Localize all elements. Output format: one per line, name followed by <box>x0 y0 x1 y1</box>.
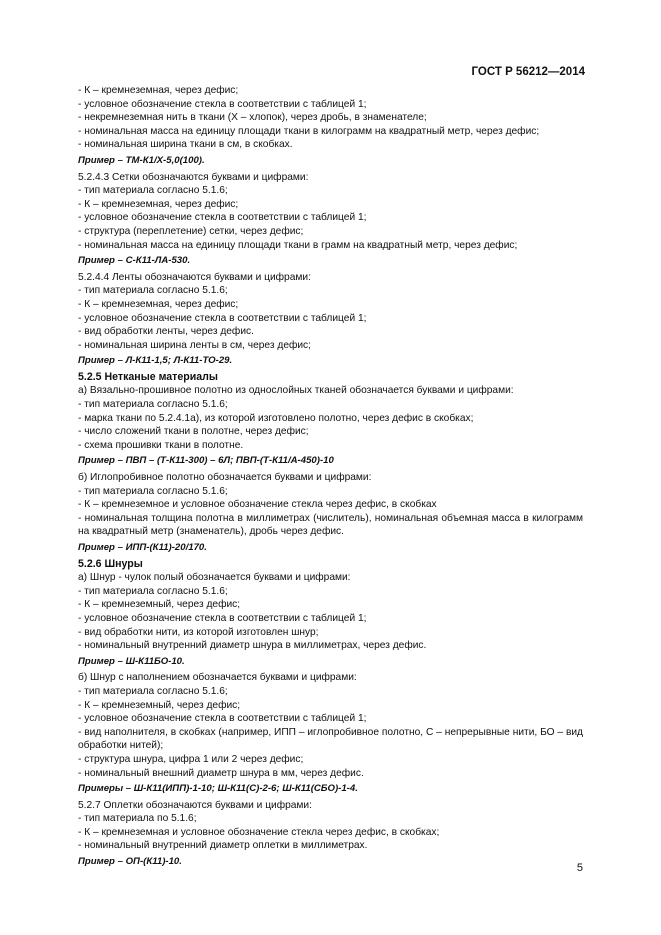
text-line: - номинальный внутренний диаметр оплетки в миллиметрах. <box>78 840 368 852</box>
text-line: - номинальный внешний диаметр шнура в мм, через дефис. <box>78 767 364 779</box>
text-line: - номинальная масса на единицу площади ткани в килограмм на квадратный метр, через дефис; <box>78 125 540 137</box>
text-line: - тип материала согласно 5.1.6; <box>78 399 228 411</box>
example-line: Пример – ОП-(К11)-10. <box>78 856 182 868</box>
section-heading: 5.2.6 Шнуры <box>78 557 143 570</box>
text-line: - условное обозначение стекла в соответствии с таблицей 1; <box>78 713 367 725</box>
text-line: - условное обозначение стекла в соответствии с таблицей 1; <box>78 612 367 624</box>
text-line: - условное обозначение стекла в соответствии с таблицей 1; <box>78 312 367 324</box>
text-line: - структура шнура, цифра 1 или 2 через дефис; <box>78 753 304 765</box>
text-line: - тип материала по 5.1.6; <box>78 813 197 825</box>
text-line: - число сложений ткани в полотне, через дефис; <box>78 426 309 438</box>
text-line: - тип материала согласно 5.1.6; <box>78 185 228 197</box>
example-line: Примеры – Ш-К11(ИПП)-1-10; Ш-К11(С)-2-6; Ш-К11(СБО)-1-4. <box>78 783 358 795</box>
standard-header: ГОСТ Р 56212—2014 <box>471 66 585 78</box>
page-number: 5 <box>576 862 583 874</box>
text-line: - К – кремнеземная, через дефис; <box>78 298 239 310</box>
text-line: - некремнеземная нить в ткани (Х – хлопок), через дробь, в знаменателе; <box>78 112 427 124</box>
text-line: - номинальный внутренний диаметр шнура в миллиметрах, через дефис. <box>78 640 427 652</box>
example-line: Пример – ИПП-(К11)-20/170. <box>78 542 207 553</box>
text-line: - тип материала согласно 5.1.6; <box>78 485 228 497</box>
text-line: - тип материала согласно 5.1.6; <box>78 685 228 697</box>
text-line: - тип материала согласно 5.1.6; <box>78 585 228 597</box>
text-line: - вид обработки ленты, через дефис. <box>78 326 254 338</box>
text-line: - К – кремнеземная, через дефис; <box>78 85 239 96</box>
text-line: 5.2.4.4 Ленты обозначаются буквами и цифрами: <box>78 271 311 283</box>
text-paragraph: - номинальная толщина полотна в миллиметрах (числитель), номинальная объемная масса в килограмм на квадратный метр (знаменатель), дробь через дефис. <box>78 512 583 538</box>
text-line: - тип материала согласно 5.1.6; <box>78 285 228 297</box>
example-line: Пример – ПВП – (Т-К11-300) – 6Л; ПВП-(Т-К11/А-450)-10 <box>78 455 334 467</box>
text-line: - номинальная ширина ткани в см, в скобках. <box>78 139 293 151</box>
text-line: - К – кремнеземный, через дефис; <box>78 599 241 611</box>
text-line: а) Вязально-прошивное полотно из однослойных тканей обозначается буквами и цифрами: <box>78 385 514 397</box>
example-line: Пример – ТМ-К1/Х-5,0(100). <box>78 154 205 166</box>
example-line: Пример – Ш-К11БО-10. <box>78 655 185 667</box>
text-line: - К – кремнеземное и условное обозначение стекла через дефис, в скобках <box>78 499 437 511</box>
section-heading: 5.2.5 Нетканые материалы <box>78 370 218 383</box>
text-line: - условное обозначение стекла в соответствии с таблицей 1; <box>78 98 367 110</box>
text-line: б) Шнур с наполнением обозначается буквами и цифрами: <box>78 672 357 684</box>
text-line: - структура (переплетение) сетки, через дефис; <box>78 225 304 237</box>
document-body <box>78 84 583 872</box>
text-line: 5.2.4.3 Сетки обозначаются буквами и цифрами: <box>78 171 309 183</box>
example-line: Пример – С-К11-ЛА-530. <box>78 255 191 267</box>
text-line: - схема прошивки ткани в полотне. <box>78 439 244 451</box>
text-line: - марка ткани по 5.2.4.1а), из которой изготовлено полотно, через дефис в скобках; <box>78 412 474 424</box>
text-paragraph: - вид наполнителя, в скобках (например, ИПП – иглопробивное полотно, С – непрерывные нити, БО – вид обработки нитей); <box>78 726 583 752</box>
text-line: - номинальная масса на единицу площади ткани в грамм на квадратный метр, через дефис; <box>78 239 518 251</box>
text-line: - К – кремнеземная и условное обозначение стекла через дефис, в скобках; <box>78 826 440 838</box>
text-line: а) Шнур - чулок полый обозначается буквами и цифрами: <box>78 572 351 584</box>
text-line: - К – кремнеземный, через дефис; <box>78 699 241 711</box>
text-line: б) Иглопробивное полотно обозначается буквами и цифрами: <box>78 472 372 484</box>
text-line: 5.2.7 Оплетки обозначаются буквами и цифрами: <box>78 799 312 811</box>
text-line: - К – кремнеземная, через дефис; <box>78 198 239 210</box>
text-line: - вид обработки нити, из которой изготовлен шнур; <box>78 626 319 638</box>
text-line: - номинальная ширина ленты в см, через дефис; <box>78 339 311 351</box>
text-line: - условное обозначение стекла в соответствии с таблицей 1; <box>78 212 367 224</box>
example-line: Пример – Л-К11-1,5; Л-К11-ТО-29. <box>78 355 233 367</box>
